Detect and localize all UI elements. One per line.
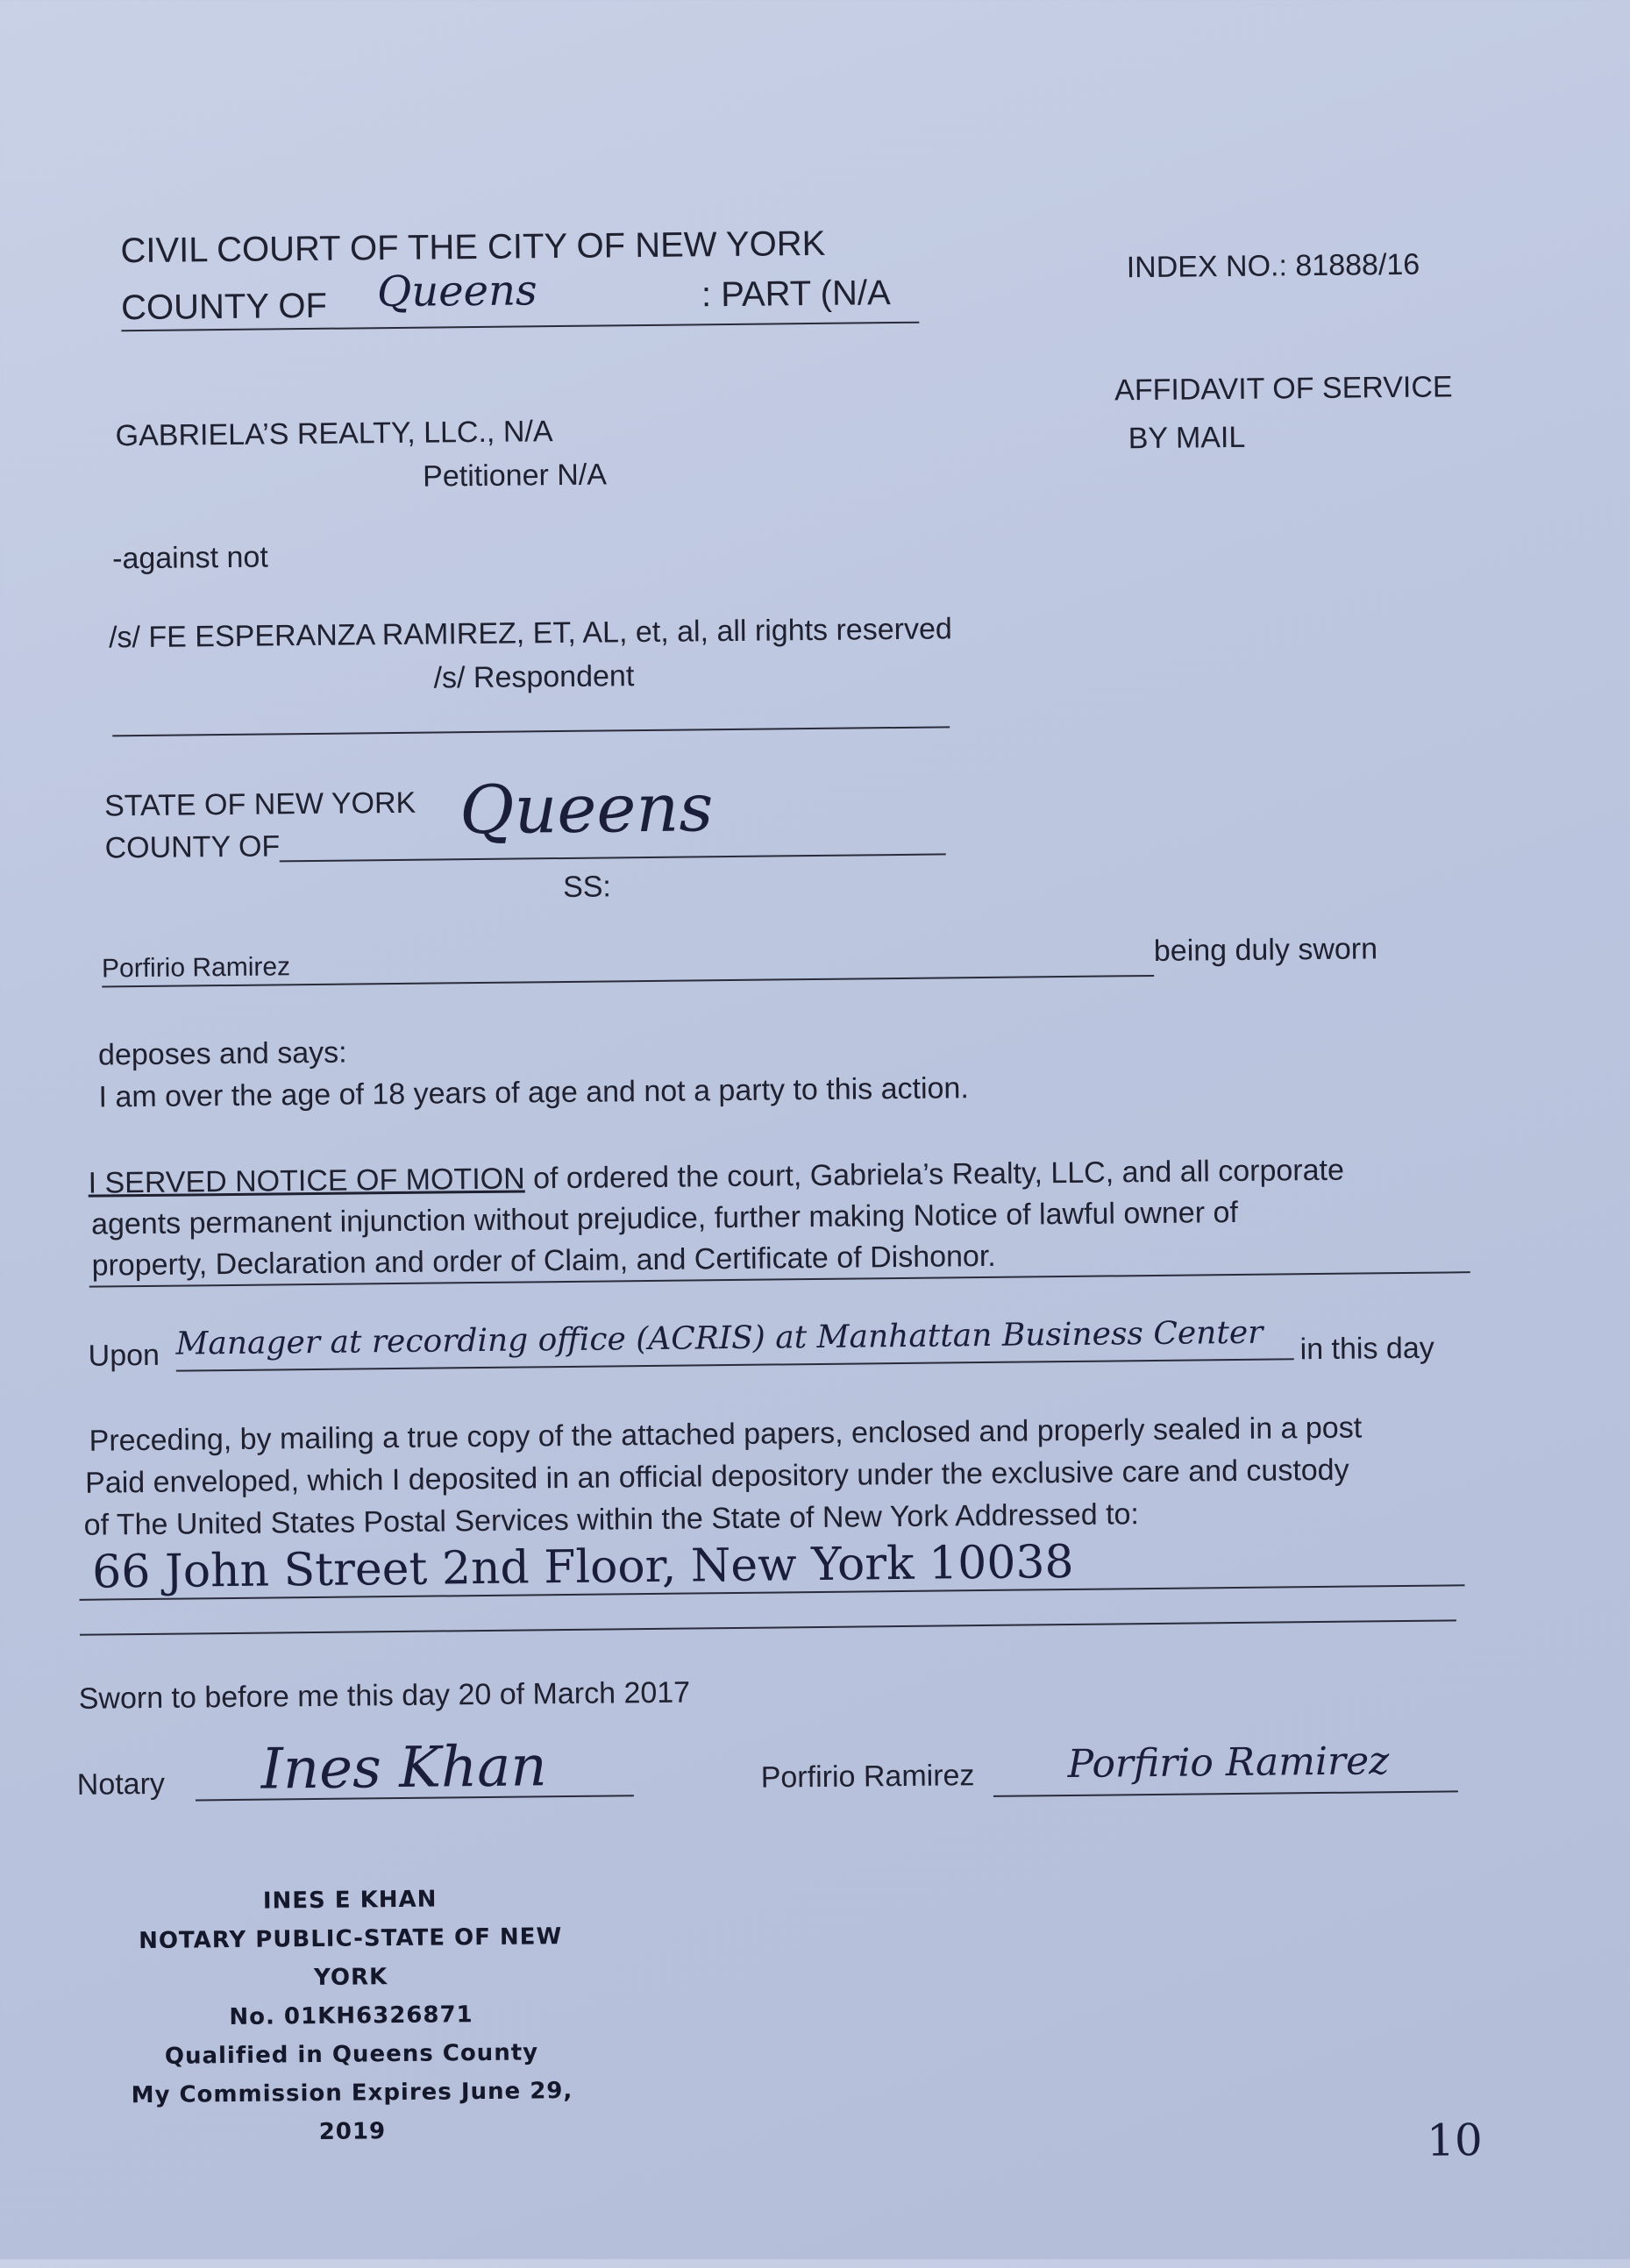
index-number: INDEX NO.: 81888/16 xyxy=(1126,247,1420,285)
page-number: 10 xyxy=(1426,2115,1484,2166)
petitioner-name: GABRIELA’S REALTY, LLC., N/A xyxy=(115,415,553,453)
caption-divider xyxy=(112,726,950,736)
notary-stamp-number: No. 01KH6326871 xyxy=(229,2001,473,2031)
respondent-name: /s/ FE ESPERANZA RAMIREZ, ET, AL, et, al, all rights reserved xyxy=(108,612,952,655)
venue-county-handwritten: Queens xyxy=(459,768,714,850)
deposes-line1: deposes and says: xyxy=(97,1035,347,1072)
deponent-signature-line xyxy=(993,1790,1458,1797)
address-line-2 xyxy=(80,1619,1456,1635)
notary-signature: Ines Khan xyxy=(260,1734,547,1802)
served-line1-rest: of ordered the court, Gabriela’s Realty, LLC, and all corporate xyxy=(524,1153,1345,1196)
preceding-line2: Paid enveloped, which I deposited in an official depository under the exclusive care and custody xyxy=(84,1453,1349,1500)
venue-state: STATE OF NEW YORK xyxy=(103,786,416,823)
upon-handwritten: Manager at recording office (ACRIS) at Manhattan Business Center xyxy=(175,1314,1263,1362)
respondent-role: /s/ Respondent xyxy=(433,659,635,695)
deponent-signature-label: Porfirio Ramirez xyxy=(760,1759,975,1795)
notary-stamp-name: INES E KHAN xyxy=(262,1886,438,1915)
deponent-signature: Porfirio Ramirez xyxy=(1067,1738,1390,1788)
doc-title-line1: AFFIDAVIT OF SERVICE xyxy=(1114,370,1453,408)
against-text: -against not xyxy=(111,540,268,576)
preceding-line1: Preceding, by mailing a true copy of the attached papers, enclosed and properly sealed in a post xyxy=(89,1411,1363,1458)
court-part: : PART (N/A xyxy=(701,274,891,315)
court-title: CIVIL COURT OF THE CITY OF NEW YORK xyxy=(120,224,826,271)
served-lead: I SERVED NOTICE OF MOTION xyxy=(88,1162,525,1200)
petitioner-role: Petitioner N/A xyxy=(422,458,608,494)
upon-label: Upon xyxy=(88,1338,160,1373)
served-line2: agents permanent injunction without prejudice, further making Notice of lawful owner of xyxy=(90,1195,1239,1241)
address-handwritten: 66 John Street 2nd Floor, New York 10038 xyxy=(91,1535,1074,1599)
venue-ss: SS: xyxy=(562,870,612,904)
preceding-line3: of The United States Postal Services within the State of New York Addressed to: xyxy=(83,1497,1140,1542)
doc-title-line2: BY MAIL xyxy=(1128,420,1246,456)
notary-stamp-expires: My Commission Expires June 29, 2019 xyxy=(131,2077,573,2145)
notary-stamp xyxy=(104,1879,598,2154)
notary-label: Notary xyxy=(76,1767,166,1802)
upon-suffix: in this day xyxy=(1299,1331,1434,1367)
notary-stamp-title: NOTARY PUBLIC-STATE OF NEW YORK xyxy=(138,1923,563,1992)
court-county-handwritten: Queens xyxy=(376,266,537,317)
deponent-name: Porfirio Ramirez xyxy=(101,952,291,984)
venue-county-line xyxy=(280,853,946,862)
notary-stamp-qualified: Qualified in Queens County xyxy=(164,2039,539,2070)
served-line3: property, Declaration and order of Claim, and Certificate of Dishonor. xyxy=(91,1239,996,1283)
court-county-label: COUNTY OF xyxy=(120,286,328,328)
venue-county-label: COUNTY OF xyxy=(104,829,281,865)
deposes-line2: I am over the age of 18 years of age and not a party to this action. xyxy=(98,1071,969,1114)
being-duly-sworn: being duly sworn xyxy=(1153,932,1378,968)
sworn-before: Sworn to before me this day 20 of March 2017 xyxy=(78,1675,691,1716)
